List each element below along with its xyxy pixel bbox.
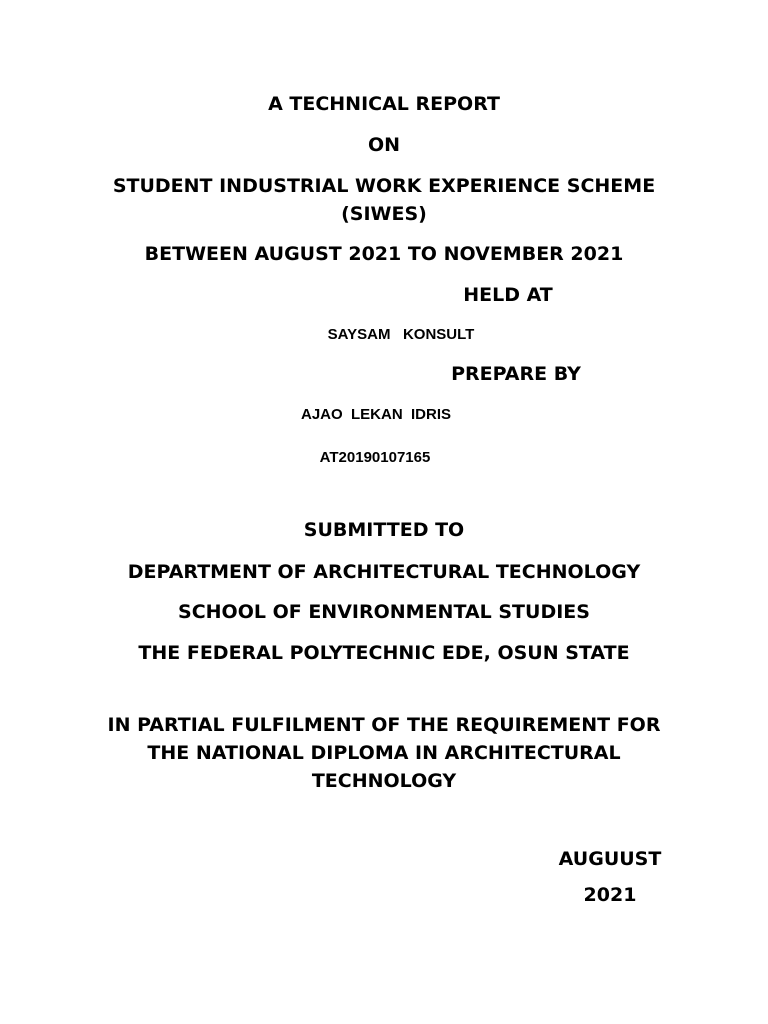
- prepared-by-label: PREPARE BY: [451, 363, 581, 385]
- department-name: DEPARTMENT OF ARCHITECTURAL TECHNOLOGY: [127, 561, 641, 583]
- matric-number: AT20190107165: [319, 449, 431, 466]
- fulfilment-statement: IN PARTIAL FULFILMENT OF THE REQUIREMENT FOR THE NATIONAL DIPLOMA IN ARCHITECTURAL TECHNOLOGY: [107, 714, 661, 792]
- company-name: SAYSAM KONSULT: [327, 326, 475, 343]
- student-name: AJAO LEKAN IDRIS: [300, 406, 451, 423]
- period-text: BETWEEN AUGUST 2021 TO NOVEMBER 2021: [144, 243, 624, 265]
- submission-date: AUGUUST 2021: [558, 848, 662, 906]
- report-title: A TECHNICAL REPORT: [268, 93, 500, 115]
- school-name: SCHOOL OF ENVIRONMENTAL STUDIES: [178, 601, 590, 623]
- institution-name: THE FEDERAL POLYTECHNIC EDE, OSUN STATE: [138, 642, 630, 664]
- submitted-to-label: SUBMITTED TO: [303, 519, 465, 541]
- scheme-title: STUDENT INDUSTRIAL WORK EXPERIENCE SCHEME (SIWES): [112, 175, 656, 225]
- held-at-label: HELD AT: [463, 284, 553, 306]
- on-label: ON: [367, 134, 401, 156]
